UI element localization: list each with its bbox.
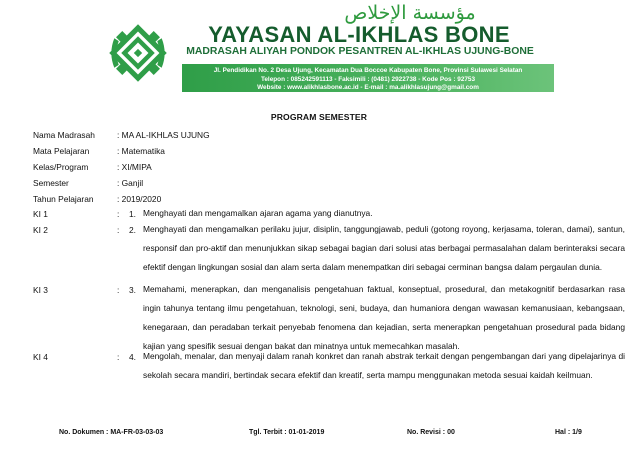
ki-number: 1. xyxy=(129,209,136,219)
meta-value: : 2019/2020 xyxy=(117,194,161,204)
school-name: MADRASAH ALIYAH PONDOK PESANTREN AL-IKHLAS UJUNG-BONE xyxy=(186,46,534,57)
revision-number: No. Revisi : 00 xyxy=(407,429,455,436)
ki-number: 3. xyxy=(129,285,136,295)
meta-value: : MA AL-IKHLAS UJUNG xyxy=(117,130,210,140)
document-title: PROGRAM SEMESTER xyxy=(270,112,368,122)
ki-number: 4. xyxy=(129,352,136,362)
meta-value: : Matematika xyxy=(117,146,165,156)
document-footer xyxy=(0,429,638,441)
meta-value: : Ganjil xyxy=(117,178,143,188)
foundation-name: YAYASAN AL-IKHLAS BONE xyxy=(208,22,510,47)
letterhead xyxy=(0,0,638,103)
address-line: Jl. Pendidikan No. 2 Desa Ujung, Kecamatan Dua Boccoe Kabupaten Bone, Provinsi Sulawesi Selatan xyxy=(213,67,523,74)
page-number: Hal : 1/9 xyxy=(555,429,582,436)
web-line: Website : www.alikhlasbone.ac.id - E-mail : ma.alikhlasujung@gmail.com xyxy=(257,84,479,91)
ki-number: 2. xyxy=(129,225,136,235)
document-number: No. Dokumen : MA-FR-03-03-03 xyxy=(59,429,164,436)
arabic-foundation-name: مؤسسة الإخلاص xyxy=(344,2,476,24)
ki-colon: : xyxy=(117,209,120,219)
ki-label: KI 4 xyxy=(33,352,48,362)
ki-colon: : xyxy=(117,285,120,295)
issue-date: Tgl. Terbit : 01-01-2019 xyxy=(249,429,325,436)
ki-colon: : xyxy=(117,225,120,235)
ki-label: KI 1 xyxy=(33,209,48,219)
meta-label: Semester xyxy=(33,178,69,188)
ki-text: Mengolah, menalar, dan menyaji dalam ranah konkret dan ranah abstrak terkait dengan pengembangan dari yang dipelajarinya di sekolah secara mandiri, bertindak secara efektif dan kreatif, serta mampu menggunakan metoda sesuai kaidah keilmuan. xyxy=(143,351,625,380)
foundation-logo-icon xyxy=(101,16,175,90)
ki-text: Menghayati dan mengamalkan ajaran agama yang dianutnya. xyxy=(143,208,373,218)
contact-band xyxy=(182,64,554,92)
meta-label: Tahun Pelajaran xyxy=(33,194,94,204)
meta-label: Mata Pelajaran xyxy=(33,146,90,156)
meta-value: : XI/MIPA xyxy=(117,162,152,172)
ki-label: KI 2 xyxy=(33,225,48,235)
meta-label: Kelas/Program xyxy=(33,162,89,172)
ki-text: Memahami, menerapkan, dan menganalisis pengetahuan faktual, konseptual, prosedural, dan metakognitif berdasarkan rasa ingin tahunya tentang ilmu pengetahuan, teknologi, seni, budaya, dan humaniora dengan wawasan kemanusiaan, kebangsaan, kenegaraan, dan peradaban terkait penyebab fenomena dan kejadian, serta menerapkan pengetahuan prosedural pada bidang kajian yang spesifik sesuai dengan bakat dan minatnya untuk memecahkan masalah. xyxy=(143,284,625,351)
ki-text: Menghayati dan mengamalkan perilaku jujur, disiplin, tanggungjawab, peduli (gotong royong, kerjasama, toleran, damai), santun, responsif dan pro-aktif dan menunjukkan sikap sebagai bagian dari solusi atas berbagai permasalahan dalam berinteraksi secara efektif dengan lingkungan sosial dan alam serta dalam menempatkan diri sebagai cerminan bangsa dalam pergaulan dunia. xyxy=(143,224,625,272)
ki-label: KI 3 xyxy=(33,285,48,295)
ki-colon: : xyxy=(117,352,120,362)
phone-line: Telepon : 085242591113 - Faksimili : (0481) 2922738 - Kode Pos : 92753 xyxy=(260,76,476,83)
meta-label: Nama Madrasah xyxy=(33,130,95,140)
